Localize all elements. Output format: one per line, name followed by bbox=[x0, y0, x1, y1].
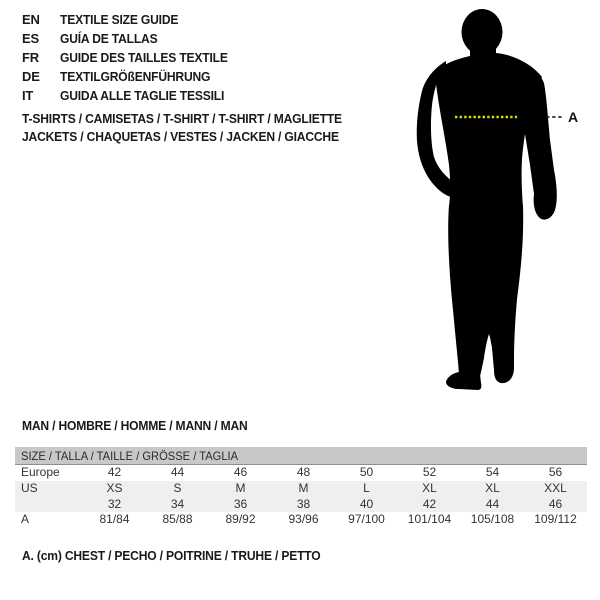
language-label: GUIDE DES TAILLES TEXTILE bbox=[60, 50, 228, 65]
size-cell: 101/104 bbox=[407, 512, 452, 527]
language-row bbox=[22, 86, 240, 105]
size-cell: 36 bbox=[233, 496, 248, 511]
category-line-tshirts: T-SHIRTS / CAMISETAS / T-SHIRT / T-SHIRT / MAGLIETTE bbox=[22, 111, 342, 126]
language-code: ES bbox=[22, 31, 39, 46]
size-cell: 40 bbox=[359, 496, 374, 511]
language-code: IT bbox=[22, 88, 34, 103]
silhouette-legs bbox=[448, 205, 523, 383]
table-row-chest-cm bbox=[15, 512, 587, 528]
row-label bbox=[15, 497, 83, 513]
size-cell: 97/100 bbox=[348, 512, 385, 527]
size-cell: XL bbox=[485, 480, 500, 495]
row-label: US bbox=[21, 480, 38, 495]
size-cell: 56 bbox=[548, 465, 563, 479]
size-cell: 46 bbox=[233, 465, 248, 479]
size-cell: 44 bbox=[485, 496, 500, 511]
size-cell: 46 bbox=[548, 496, 563, 511]
size-cell: XXL bbox=[544, 480, 567, 495]
row-label: Europe bbox=[21, 465, 60, 479]
size-table-header-row bbox=[15, 447, 587, 465]
size-cell: M bbox=[298, 480, 309, 495]
size-cell: 85/88 bbox=[162, 512, 193, 527]
language-code: FR bbox=[22, 50, 39, 65]
language-label: TEXTILGRÖßENFÜHRUNG bbox=[60, 69, 211, 84]
row-label: A bbox=[21, 512, 30, 527]
language-row bbox=[22, 10, 240, 29]
size-cell: 32 bbox=[107, 496, 122, 511]
size-cell: 42 bbox=[422, 496, 437, 511]
table-row-europe bbox=[15, 465, 587, 481]
table-row-us bbox=[15, 481, 587, 497]
man-silhouette-figure bbox=[408, 4, 598, 396]
language-row bbox=[22, 29, 240, 48]
size-table bbox=[15, 447, 587, 528]
size-cell: 89/92 bbox=[225, 512, 256, 527]
language-list bbox=[22, 10, 240, 105]
size-cell: XL bbox=[422, 480, 437, 495]
size-cell: 44 bbox=[170, 465, 185, 479]
size-cell: 93/96 bbox=[288, 512, 319, 527]
size-cell: M bbox=[235, 480, 246, 495]
measure-label: A bbox=[568, 109, 579, 125]
size-cell: S bbox=[173, 480, 182, 495]
language-label: TEXTILE SIZE GUIDE bbox=[60, 12, 179, 27]
language-row bbox=[22, 67, 240, 86]
size-cell: 50 bbox=[359, 465, 374, 479]
section-title: MAN / HOMBRE / HOMME / MANN / MAN bbox=[22, 418, 248, 433]
language-label: GUIDA ALLE TAGLIE TESSILI bbox=[60, 88, 225, 103]
size-cell: 54 bbox=[485, 465, 500, 479]
size-cell: 42 bbox=[107, 465, 122, 479]
language-label: GUÍA DE TALLAS bbox=[60, 31, 158, 46]
size-cell: L bbox=[363, 480, 370, 495]
size-cell: XS bbox=[106, 480, 123, 495]
size-cell: 38 bbox=[296, 496, 311, 511]
size-cell: 109/112 bbox=[534, 512, 577, 527]
language-code: DE bbox=[22, 69, 40, 84]
table-row-alt-sizes bbox=[15, 497, 587, 513]
size-cell: 34 bbox=[170, 496, 185, 511]
size-cell: 105/108 bbox=[470, 512, 515, 527]
size-cell: 52 bbox=[422, 465, 437, 479]
category-list bbox=[22, 110, 366, 145]
size-cell: 48 bbox=[296, 465, 311, 479]
size-table-header: SIZE / TALLA / TAILLE / GRÖSSE / TAGLIA bbox=[15, 447, 587, 465]
category-line-jackets: JACKETS / CHAQUETAS / VESTES / JACKEN / GIACCHE bbox=[22, 128, 339, 144]
man-silhouette bbox=[417, 9, 557, 390]
size-cell: 81/84 bbox=[99, 512, 130, 527]
measurement-footnote: A. (cm) CHEST / PECHO / POITRINE / TRUHE / PETTO bbox=[22, 548, 321, 563]
language-row bbox=[22, 48, 240, 67]
language-code: EN bbox=[22, 12, 40, 27]
